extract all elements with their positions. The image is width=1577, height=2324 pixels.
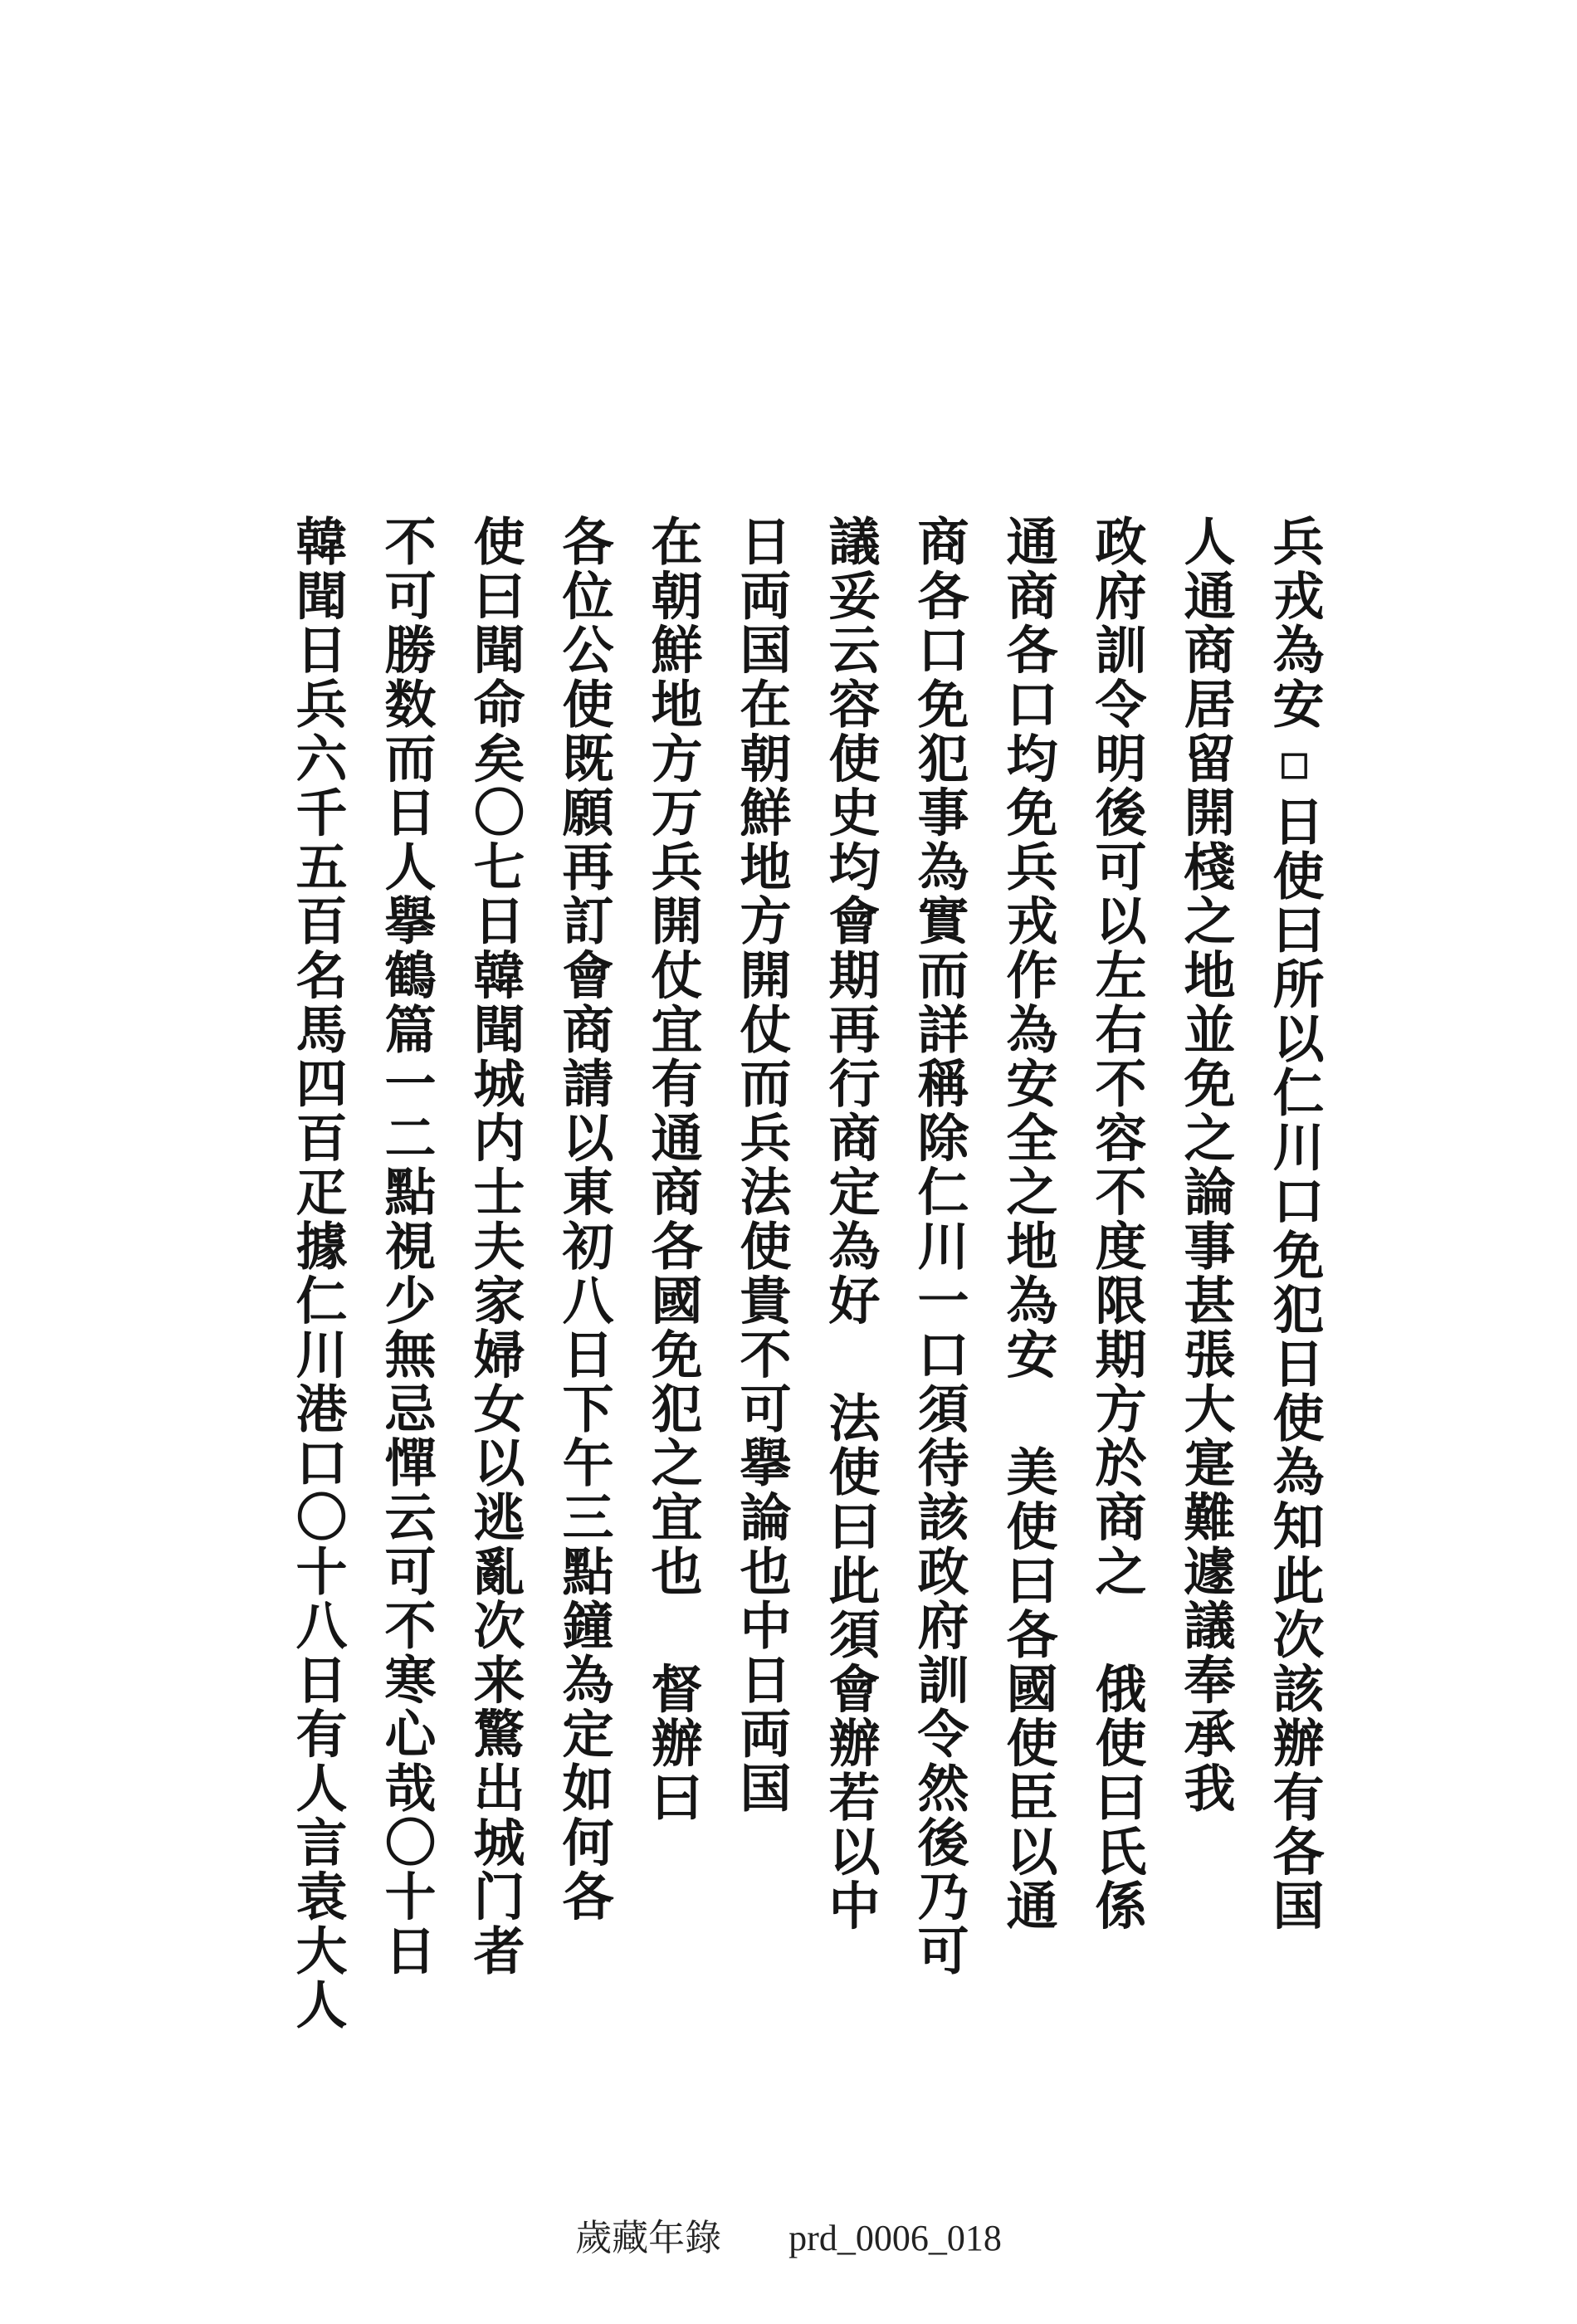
text-column-9: 各位公使既願再訂會商請以東初八日下午三點鐘為定如何各: [554, 515, 614, 1924]
page-footer: [0, 2208, 1577, 2261]
text-column-1: 兵戎為安▫日使曰所以仁川口免犯日使為知此次該辦有各国: [1264, 515, 1325, 1933]
text-column-2: 人通商居留開棧之地並免之論事甚張大寔難遽議奉承我: [1175, 515, 1236, 1816]
footer-page-id: prd_0006_018: [788, 2218, 1002, 2258]
vertical-text-block: [274, 515, 1353, 2166]
text-column-3: 政府訓令明後可以左右不容不度限期方於商之 俄使曰氏係: [1086, 515, 1147, 1933]
text-column-7: 日両国在朝鮮地方開仗而兵法使貴不可擧論也中日両国: [731, 515, 792, 1816]
text-column-12: 韓聞日兵六千五百名馬四百疋據仁川港口〇十八日有人言袁大人: [287, 515, 348, 2033]
text-column-10: 使曰聞命矣〇七日韓聞城内士夫家婦女以逃亂次来驚出城门者: [465, 515, 525, 1979]
text-column-4: 通商各口均免兵戎作為安全之地為安 美使曰各國使臣以通: [998, 515, 1058, 1933]
footer-title: 歲藏年錄: [575, 2218, 722, 2258]
text-column-8: 在朝鮮地方万兵開仗宜有通商各國免犯之宜也 督辦曰: [642, 515, 703, 1825]
text-column-11: 不可勝数而日人擧鶴篇一二點視少無忌憚云可不寒心哉〇十日: [376, 515, 437, 1979]
text-column-5: 商各口免犯事為實而詳稱除仁川一口須待該政府訓令然後乃可: [909, 515, 969, 1979]
text-column-6: 議妥云容使史均會期再行商定為好 法使曰此須會辦若以中: [820, 515, 881, 1933]
